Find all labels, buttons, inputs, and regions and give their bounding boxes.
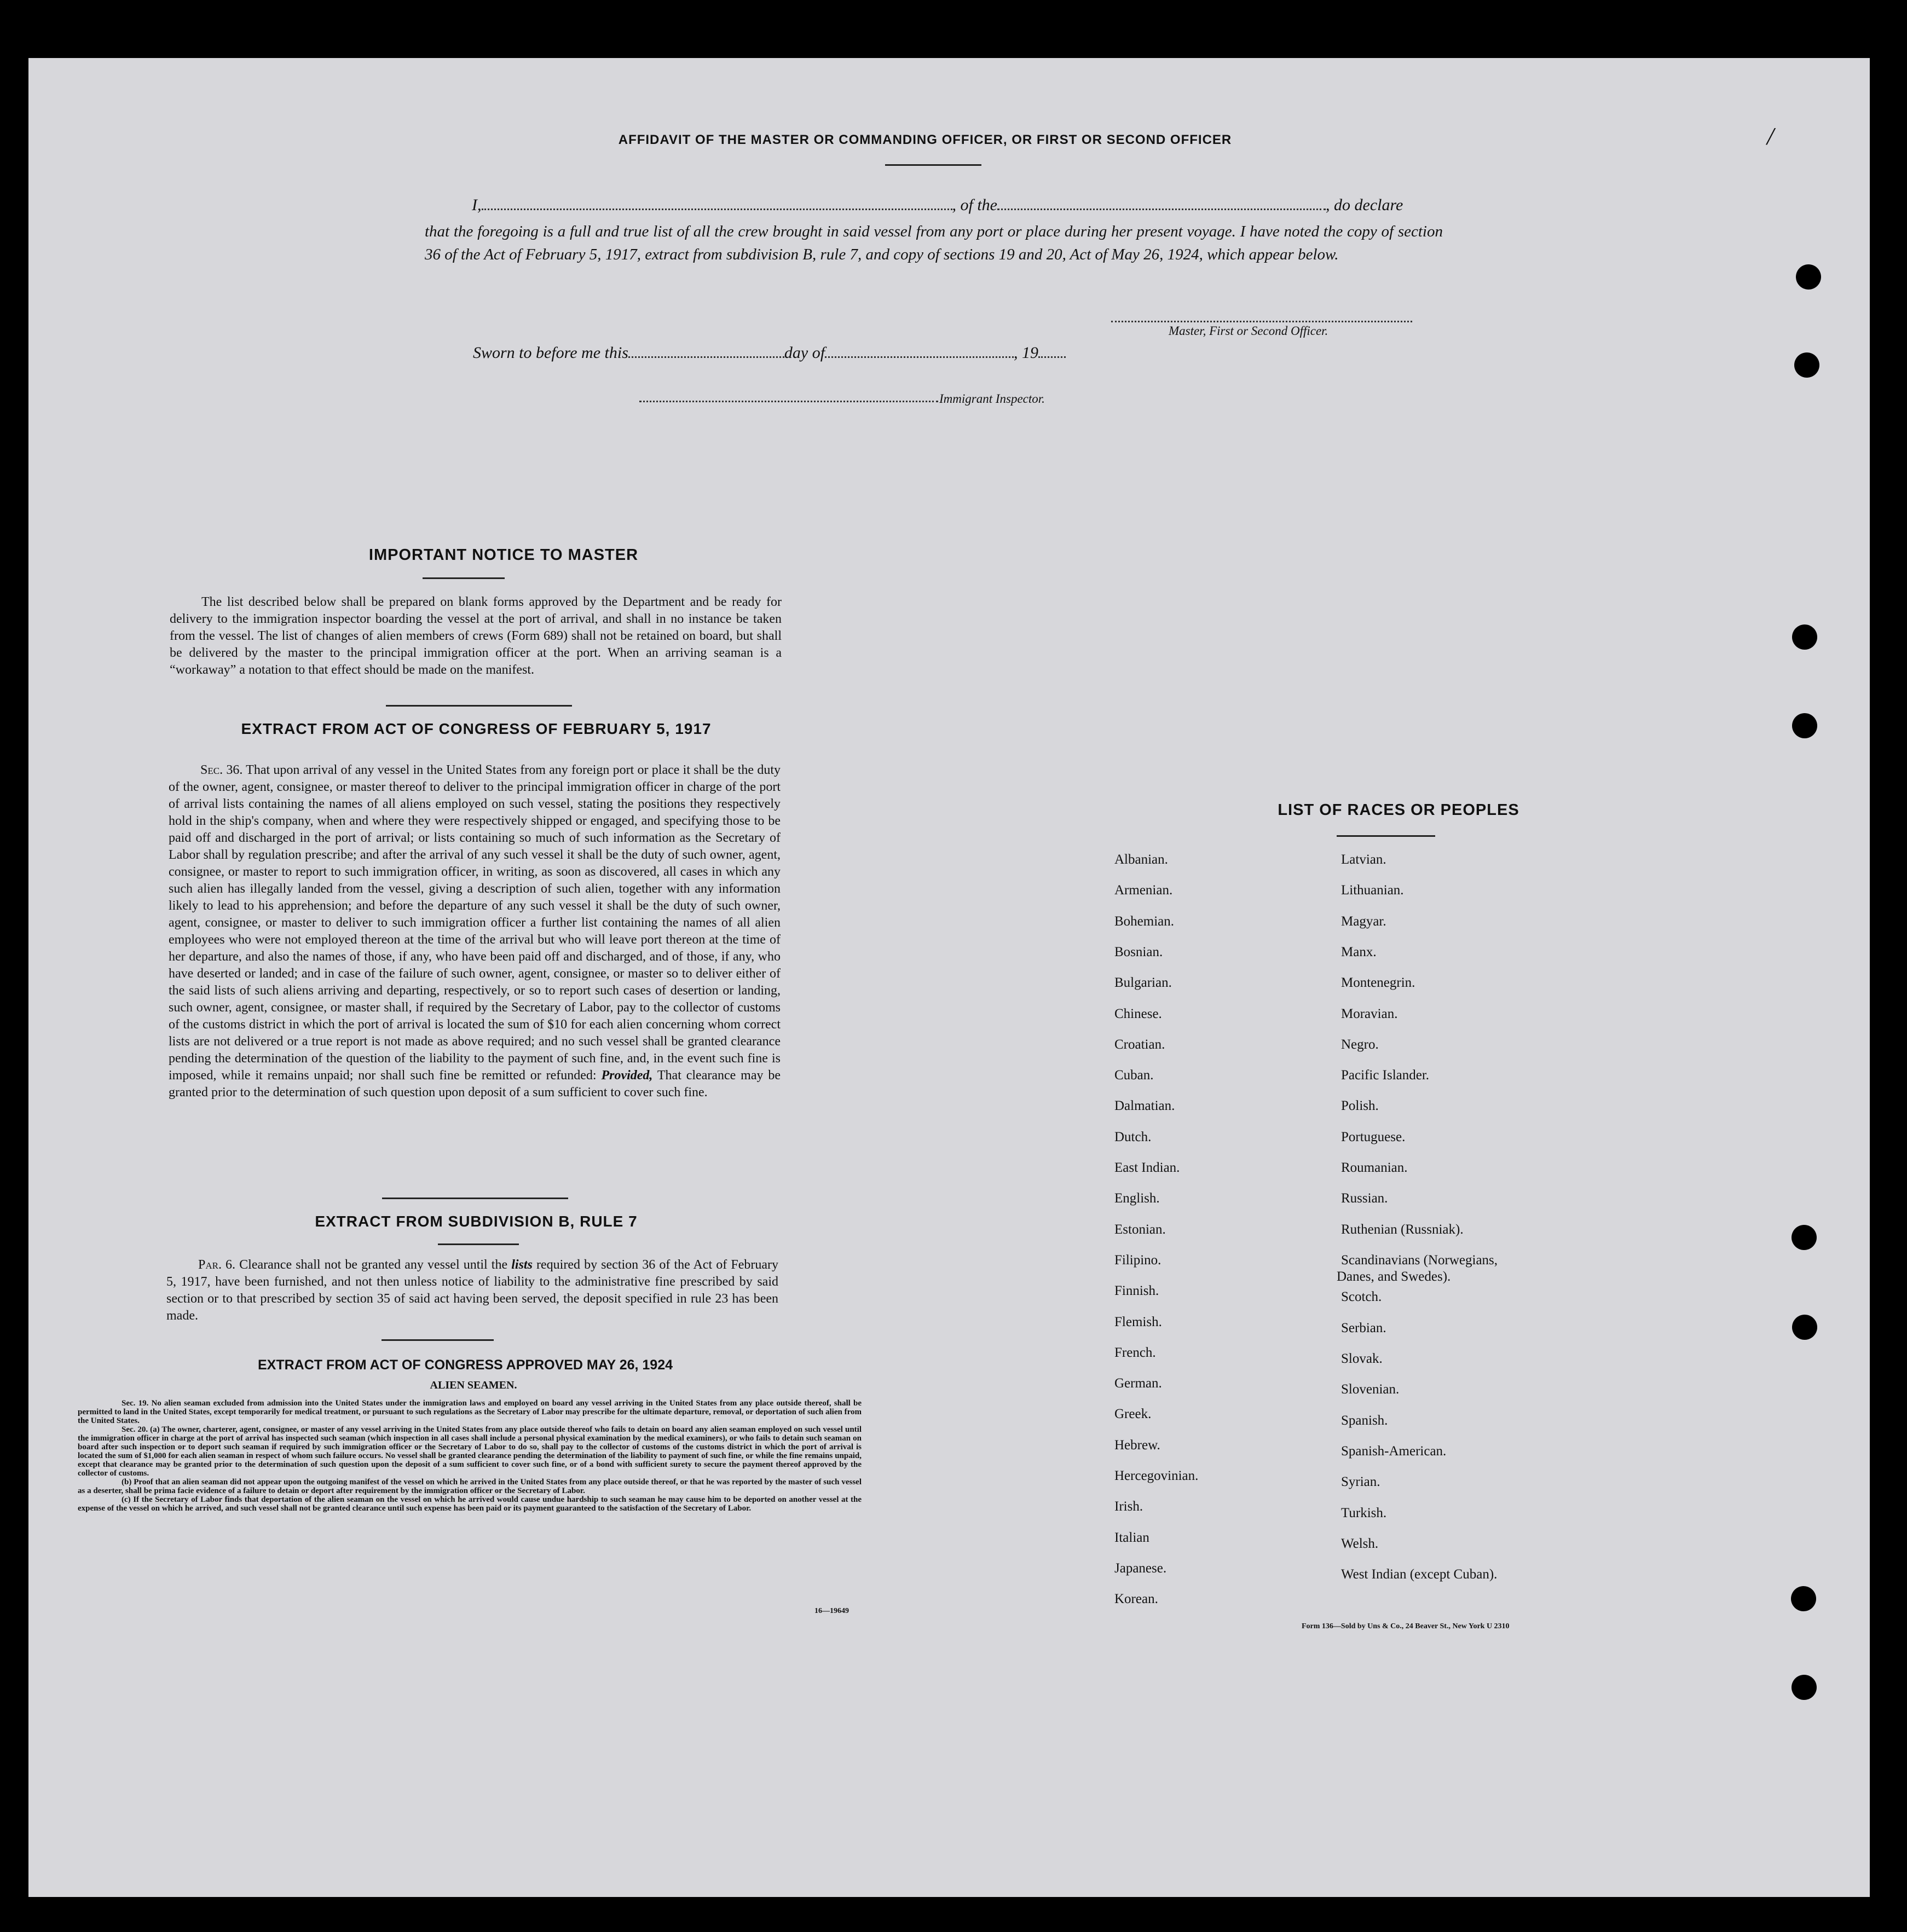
master-caption: Master, First or Second Officer. — [1169, 324, 1328, 338]
race-item: Chinese. — [1114, 1006, 1162, 1021]
race-item: Russian. — [1341, 1191, 1388, 1206]
race-item: Roumanian. — [1341, 1160, 1408, 1175]
race-item: Japanese. — [1114, 1560, 1167, 1576]
race-item: West Indian (except Cuban). — [1341, 1567, 1498, 1582]
punch-hole — [1794, 352, 1819, 378]
master-signature-line[interactable] — [1111, 321, 1412, 322]
race-item: Hercegovinian. — [1114, 1468, 1199, 1483]
race-item: Croatian. — [1114, 1037, 1165, 1052]
extract-1924-title: EXTRACT FROM ACT OF CONGRESS APPROVED MAY 26, 1924 — [257, 1357, 673, 1373]
race-item: Pacific Islander. — [1341, 1068, 1430, 1083]
subdivision-b-title: EXTRACT FROM SUBDIVISION B, RULE 7 — [315, 1213, 638, 1230]
race-item: Moravian. — [1341, 1006, 1398, 1021]
day-of-label: day of — [784, 344, 825, 362]
lists-word: lists — [511, 1258, 533, 1272]
divider — [1337, 835, 1435, 837]
year-label: , 19 — [1014, 344, 1039, 362]
race-item: Finnish. — [1114, 1283, 1159, 1299]
race-item: Dutch. — [1114, 1129, 1152, 1144]
race-item: Turkish. — [1341, 1505, 1387, 1520]
sec-19-text: Sec. 19. No alien seaman excluded from admission into the United States under the immigration laws and employed on board any vessel arriving in the United States from any place outside thereof, shall be permitted to land in the United States, except temporarily for medical treatment, or pursuant to such regulations as the Secretary of Labor may prescribe for the ultimate departure, removal, or deportation of such alien from the United States. — [78, 1399, 862, 1425]
race-item: Montenegrin. — [1341, 975, 1415, 991]
race-item: Irish. — [1114, 1499, 1143, 1514]
punch-hole — [1792, 624, 1817, 650]
race-item: Negro. — [1341, 1037, 1379, 1052]
race-item: Welsh. — [1341, 1536, 1379, 1551]
affidavit-declaration-line — [472, 196, 1442, 215]
punch-hole — [1791, 1586, 1816, 1611]
extract-1924-body — [78, 1399, 862, 1513]
form-footer: Form 136—Sold by Uns & Co., 24 Beaver St., New York U 2310 — [1302, 1622, 1510, 1630]
race-item: Flemish. — [1114, 1314, 1162, 1329]
race-item: Filipino. — [1114, 1252, 1161, 1268]
race-item: German. — [1114, 1376, 1162, 1391]
punch-hole — [1792, 1675, 1817, 1700]
sworn-label: Sworn to before me this — [473, 344, 628, 362]
vessel-field[interactable] — [997, 209, 1326, 210]
race-item: English. — [1114, 1191, 1160, 1206]
race-item: Estonian. — [1114, 1222, 1166, 1237]
divider — [423, 577, 505, 579]
affidavit-of-the-label: , of the — [952, 196, 997, 214]
race-item: Albanian. — [1114, 852, 1168, 867]
sec-36-text: That upon arrival of any vessel in the United States from any foreign port or place it shall be the duty of the owner, agent, consignee, or master thereof to deliver to the principal immigration officer in charge of the port of arrival lists containing the names of all aliens employed on such vessel, stating the positions they respectively hold in the ship's company, when and where they were respectively shipped or engaged, and specifying those to be paid off and discharged in the port of arrival; or lists containing so much of such information as the Secretary of Labor shall by regulation prescribe; and after the arrival of any such vessel it shall be the duty of such owner, agent, consignee, or master to report to such immigration officer, in writing, as soon as discovered, all cases in which any such alien has illegally landed from the vessel, giving a description of such alien, together with any information likely to lead to his apprehension; and before the departure of any such vessel it shall be the duty of such owner, agent, consignee, or master to deliver to such immigration officer a further list containing the names of all alien employees who were not employed thereon at the time of the arrival but who will leave port thereon at the time of her departure, and also the names of those, if any, who have been paid off and discharged, and of those, if any, who have deserted or landed; and in case of the failure of such owner, agent, consignee, or master so to deliver either of the said lists of such aliens arriving and departing, respectively, or so to report such cases of desertion or landing, such owner, agent, consignee, or master shall, if required by the Secretary of Labor, pay to the collector of customs of the customs district in which the port of arrival is located the sum of $10 for each alien concerning whom correct lists are not delivered or a true report is not made as above required; and no such vessel shall be granted clearance pending the determination of the question of the liability to the payment of such fine, and, in the event such fine is imposed, while it remains unpaid; nor shall such fine be remitted or refunded: — [169, 763, 781, 1083]
punch-hole — [1792, 713, 1817, 738]
race-item: Greek. — [1114, 1407, 1152, 1422]
provided-word: Provided, — [601, 1068, 653, 1083]
race-item: Hebrew. — [1114, 1437, 1160, 1453]
par-6-text: Clearance shall not be granted any vessel until the — [239, 1258, 508, 1272]
race-item: Scandinavians (Norwegians, — [1341, 1252, 1498, 1268]
extract-1924-subtitle: ALIEN SEAMEN. — [430, 1379, 517, 1391]
race-item: Korean. — [1114, 1592, 1158, 1607]
sec-20c-text: (c) If the Secretary of Labor finds that deportation of the alien seaman on the vessel on which he arrived would cause undue hardship to such seaman he may cause him to be deported on another vessel at the expense of the vessel on which he arrived, and such vessel shall not be granted clearance until such expense has been paid or its payment guaranteed to the satisfaction of the Secretary of Labor. — [78, 1495, 862, 1513]
affidavit-title: AFFIDAVIT OF THE MASTER OR COMMANDING OFFICER, OR FIRST OR SECOND OFFICER — [618, 132, 1232, 147]
sec-20b-text: (b) Proof that an alien seaman did not appear upon the outgoing manifest of the vessel on which he arrived in the United States from any place outside thereof, or that he was reported by the master of such vessel as a deserter, shall be prima facie evidence of a failure to detain or deport after requirement by the immigration officer or the Secretary of Labor. — [78, 1478, 862, 1495]
race-item: Slovak. — [1341, 1351, 1383, 1367]
race-item: Lithuanian. — [1341, 883, 1404, 898]
sec-36-text-end: That clearance may be granted prior to the determination of such question upon deposit of a sum sufficient to cover such fine. — [169, 1068, 781, 1100]
month-field[interactable] — [825, 356, 1014, 358]
race-item: Latvian. — [1341, 852, 1386, 867]
race-item: Cuban. — [1114, 1068, 1154, 1083]
race-item: Portuguese. — [1341, 1129, 1406, 1144]
race-item: Serbian. — [1341, 1320, 1386, 1335]
extract-1917-title: EXTRACT FROM ACT OF CONGRESS OF FEBRUARY 5, 1917 — [241, 720, 712, 737]
notice-body: The list described below shall be prepared on blank forms approved by the Department and be ready for delivery to the immigration inspector boarding the vessel at the port of arrival, and shall in no instance be taken from the vessel. The list of changes of alien members of crews (Form 689) shall not be retained on board, but shall be delivered by the master to the principal immigration officer at the port. When an arriving seaman is a “workaway” a notation to that effect should be made on the manifest. — [170, 595, 782, 677]
par-6-label: Par. 6. — [198, 1258, 236, 1272]
notice-title: IMPORTANT NOTICE TO MASTER — [368, 546, 639, 564]
punch-hole — [1792, 1315, 1817, 1340]
inspector-signature-line[interactable] — [639, 401, 938, 402]
divider — [885, 164, 981, 166]
race-item: Bosnian. — [1114, 944, 1163, 959]
race-item: Bulgarian. — [1114, 975, 1172, 991]
name-field[interactable] — [482, 209, 952, 210]
divider — [382, 1339, 494, 1341]
race-item: Manx. — [1341, 944, 1377, 959]
day-field[interactable] — [628, 356, 784, 358]
race-item: Magyar. — [1341, 913, 1386, 929]
race-item: Ruthenian (Russniak). — [1341, 1222, 1464, 1237]
races-title: LIST OF RACES OR PEOPLES — [1278, 801, 1519, 819]
race-item: Scotch. — [1341, 1289, 1382, 1305]
affidavit-declare-label: , do declare — [1326, 196, 1403, 214]
race-item: Syrian. — [1341, 1474, 1380, 1490]
subdivision-b-body — [166, 1257, 778, 1324]
inspector-caption: Immigrant Inspector. — [939, 392, 1045, 406]
sec-36-label: Sec. 36. — [200, 763, 243, 777]
race-item: Slovenian. — [1341, 1382, 1400, 1397]
race-item: Italian — [1114, 1530, 1149, 1545]
punch-hole — [1792, 1225, 1817, 1250]
punch-hole — [1796, 264, 1821, 290]
sec-20a-text: Sec. 20. (a) The owner, charterer, agent, consignee, or master of any vessel arriving in the United States from any place outside thereof who fails to detain on board any alien seaman employed on such vessel until the immigration officer in charge at the port of arrival has inspected such seaman (which inspection in all cases shall include a personal physical examination by the medical examiners), or who fails to detain such seaman on board after such inspection or to deport such seaman if required by such immigration officer or the Secretary of Labor to do so, shall pay to the collector of customs of the customs district in which the port of arrival is located the sum of $1,000 for each alien seaman in respect of whom such failure occurs. No vessel shall be granted clearance pending the determination of the liability to payment of such fine, or while the fine remains unpaid, except that clearance may be granted prior to the determination of such question upon the deposit of a sum sufficient to cover such fine, or of a bond with sufficient surety to secure the payment thereof approved by the collector of customs. — [78, 1425, 862, 1478]
divider — [438, 1243, 519, 1245]
extract-1917-body — [169, 762, 781, 1101]
year-field[interactable] — [1038, 356, 1066, 358]
race-item: Bohemian. — [1114, 913, 1175, 929]
form-code: 16—19649 — [814, 1607, 849, 1615]
race-item: French. — [1114, 1345, 1156, 1360]
race-item: Armenian. — [1114, 883, 1173, 898]
affidavit-i-label: I, — [472, 196, 482, 214]
race-item: Polish. — [1341, 1098, 1379, 1114]
race-item: Danes, and Swedes). — [1337, 1269, 1451, 1284]
affidavit-body: that the foregoing is a full and true list of all the crew brought in said vessel from any port or place during her present voyage. I have noted the copy of section 36 of the Act of February 5, 1917, extract from subdivision B, rule 7, and copy of sections 19 and 20, Act of May 26, 1924, which appear below. — [425, 223, 1443, 263]
race-item: Dalmatian. — [1114, 1098, 1175, 1114]
race-item: East Indian. — [1114, 1160, 1180, 1175]
corner-mark: / — [1767, 122, 1774, 150]
par-6-text-end: required by section 36 of the Act of February 5, 1917, have been furnished, and not then unless notice of liability to the administrative fine prescribed by said section or to that prescribed by section 35 of said act having been served, the deposit specified in rule 23 has been made. — [166, 1258, 779, 1323]
sworn-line — [473, 344, 1066, 362]
divider — [386, 705, 572, 707]
race-item: Spanish-American. — [1341, 1443, 1447, 1459]
divider — [382, 1198, 568, 1199]
race-item: Spanish. — [1341, 1413, 1388, 1428]
